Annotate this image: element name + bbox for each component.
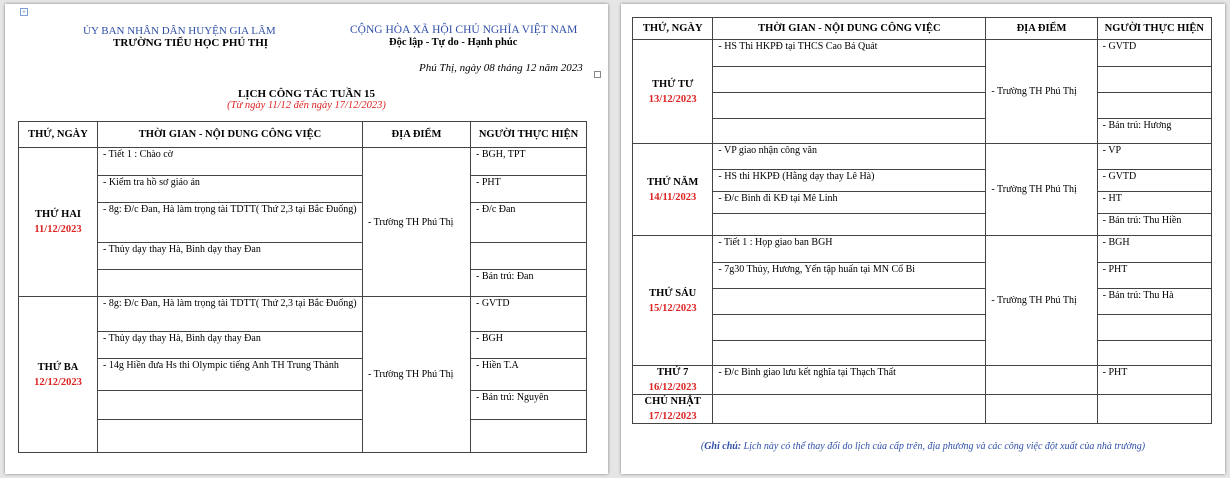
table-row (633, 144, 1212, 170)
header-person: NGƯỜI THỰC HIỆN (1097, 18, 1211, 40)
header-place: ĐỊA ĐIỂM (363, 122, 471, 148)
place-cell (986, 395, 1097, 424)
document-date: Phú Thị, ngày 08 tháng 12 năm 2023 (419, 62, 583, 74)
day-cell (19, 148, 98, 297)
day-cell (633, 366, 713, 395)
task-cell (98, 270, 363, 297)
place-cell: - Trường TH Phú Thị (363, 297, 471, 453)
day-name: THỨ 7 (656, 367, 689, 378)
place-cell: - Trường TH Phú Thị (986, 236, 1097, 366)
person-cell: - VP (1097, 144, 1211, 170)
document-page-1 (5, 4, 608, 474)
task-cell: - 7g30 Thủy, Hương, Yến tập huấn tại MN Cổ Bi (713, 263, 986, 289)
person-cell: - Bán trú: Hương (1097, 119, 1211, 144)
day-cell (633, 236, 713, 366)
table-row (633, 214, 1212, 236)
person-cell: - PHT (471, 176, 587, 203)
table-row (19, 270, 587, 297)
person-cell: - HT (1097, 192, 1211, 214)
person-cell: - GVTD (1097, 40, 1211, 67)
person-cell: - BGH (1097, 236, 1211, 263)
task-cell (713, 214, 986, 236)
day-name: THỨ NĂM (647, 176, 699, 188)
day-date: 15/12/2023 (648, 302, 697, 314)
schedule-table-1 (18, 121, 587, 453)
document-page-2 (621, 4, 1225, 474)
table-row (19, 420, 587, 453)
day-name: THỨ HAI (35, 209, 81, 220)
table-row (633, 170, 1212, 192)
task-cell (713, 395, 986, 424)
day-date: 17/12/2023 (648, 411, 697, 422)
person-cell: - PHT (1097, 366, 1211, 395)
table-row (19, 297, 587, 332)
table-row (633, 263, 1212, 289)
table-row (19, 359, 587, 391)
person-cell (1097, 67, 1211, 93)
day-name: THỨ SÁU (649, 287, 697, 299)
task-cell: - 8g: Đ/c Đan, Hà làm trọng tài TDTT( Thứ 2,3 tại Bắc Đuống) (98, 203, 363, 243)
person-cell: - BGH (471, 332, 587, 359)
place-cell (986, 366, 1097, 395)
task-cell (713, 93, 986, 119)
header-place: ĐỊA ĐIỂM (986, 18, 1097, 40)
task-cell: - 8g: Đ/c Đan, Hà làm trọng tài TDTT( Thứ 2,3 tại Bắc Đuống) (98, 297, 363, 332)
task-cell: - HS Thi HKPĐ tại THCS Cao Bá Quát (713, 40, 986, 67)
task-cell (98, 420, 363, 453)
day-date: 11/12/2023 (34, 224, 82, 235)
header-day: THỨ, NGÀY (633, 18, 713, 40)
person-cell: - Hiền T.A (471, 359, 587, 391)
table-row (633, 119, 1212, 144)
person-cell: - GVTD (471, 297, 587, 332)
school-name: TRƯỜNG TIỂU HỌC PHÚ THỊ (113, 37, 269, 49)
task-cell: - Kiểm tra hồ sơ giáo án (98, 176, 363, 203)
place-cell: - Trường TH Phú Thị (986, 144, 1097, 236)
person-cell: - GVTD (1097, 170, 1211, 192)
table-row (19, 148, 587, 176)
day-cell (633, 144, 713, 236)
table-row (19, 332, 587, 359)
person-cell: - Bán trú: Thu Hà (1097, 289, 1211, 315)
day-date: 16/12/2023 (648, 382, 697, 393)
person-cell (1097, 315, 1211, 341)
footnote-label: Ghi chú: (704, 441, 742, 452)
day-date: 12/12/2023 (34, 376, 82, 388)
task-cell: - Đ/c Bình đi KĐ tại Mê Linh (713, 192, 986, 214)
footnote (621, 441, 1225, 452)
person-cell (471, 243, 587, 270)
table-row (633, 93, 1212, 119)
task-cell (713, 289, 986, 315)
table-row (19, 203, 587, 243)
person-cell: - Bán trú: Đan (471, 270, 587, 297)
person-cell (1097, 93, 1211, 119)
day-cell (633, 395, 713, 424)
task-cell: - Tiết 1 : Họp giao ban BGH (713, 236, 986, 263)
table-row (633, 395, 1212, 424)
person-cell: - Bán trú: Nguyên (471, 391, 587, 420)
task-cell: - HS thi HKPĐ (Hằng dạy thay Lê Hà) (713, 170, 986, 192)
day-cell (633, 40, 713, 144)
footnote-text: Lịch này có thể thay đổi do lịch của cấp trên, địa phương và các công việc đột xuất của nhà trường) (741, 441, 1146, 452)
table-row (633, 67, 1212, 93)
org-name-line1: ỦY BAN NHÂN DÂN HUYỆN GIA LÂM (83, 25, 276, 37)
person-cell: - Đ/c Đan (471, 203, 587, 243)
place-cell: - Trường TH Phú Thị (986, 40, 1097, 144)
day-name: THỨ BA (37, 361, 79, 373)
table-row (19, 176, 587, 203)
day-name: THỨ TƯ (652, 78, 694, 90)
header-person: NGƯỜI THỰC HIỆN (471, 122, 587, 148)
task-cell: - Thủy dạy thay Hà, Bình dạy thay Đan (98, 332, 363, 359)
page-title: LỊCH CÔNG TÁC TUẦN 15 (237, 88, 376, 100)
task-cell (713, 341, 986, 366)
table-row (19, 243, 587, 270)
person-cell: - PHT (1097, 263, 1211, 289)
nation-motto: Độc lập - Tự do - Hạnh phúc (389, 37, 518, 48)
person-cell: - Bán trú: Thu Hiền (1097, 214, 1211, 236)
table-row (633, 366, 1212, 395)
person-cell (1097, 341, 1211, 366)
task-cell: - 14g Hiền đưa Hs thi Olympic tiếng Anh TH Trung Thành (98, 359, 363, 391)
task-cell: - Đ/c Bình giao lưu kết nghĩa tại Thạch Thất (713, 366, 986, 395)
task-cell: - VP giao nhận công văn (713, 144, 986, 170)
page-subtitle: (Từ ngày 11/12 đến ngày 17/12/2023) (227, 100, 386, 111)
header-day: THỨ, NGÀY (19, 122, 98, 148)
task-cell (713, 67, 986, 93)
day-name: CHỦ NHẬT (644, 396, 701, 407)
task-cell: - Thủy dạy thay Hà, Bình dạy thay Đan (98, 243, 363, 270)
header-content: THỜI GIAN - NỘI DUNG CÔNG VIỆC (713, 18, 986, 40)
table-row (633, 40, 1212, 67)
header-content: THỜI GIAN - NỘI DUNG CÔNG VIỆC (98, 122, 363, 148)
task-cell (98, 391, 363, 420)
table-row (633, 192, 1212, 214)
schedule-table-2 (632, 17, 1212, 424)
table-row (633, 236, 1212, 263)
footnote-open: ( (700, 441, 705, 452)
person-cell (471, 420, 587, 453)
table-row (633, 315, 1212, 341)
day-date: 13/12/2023 (648, 93, 697, 105)
task-cell (713, 119, 986, 144)
task-cell: - Tiết 1 : Chào cờ (98, 148, 363, 176)
table-row (633, 289, 1212, 315)
person-cell: - BGH, TPT (471, 148, 587, 176)
table-row (19, 391, 587, 420)
day-cell (19, 297, 98, 453)
task-cell (713, 315, 986, 341)
day-date: 14/11/2023 (649, 191, 697, 203)
paragraph-mark-icon (594, 71, 601, 78)
move-handle-icon[interactable]: + (20, 8, 28, 16)
table-row (633, 341, 1212, 366)
nation-title: CỘNG HÒA XÃ HỘI CHỦ NGHĨA VIỆT NAM (350, 24, 578, 36)
place-cell: - Trường TH Phú Thị (363, 148, 471, 297)
person-cell (1097, 395, 1211, 424)
